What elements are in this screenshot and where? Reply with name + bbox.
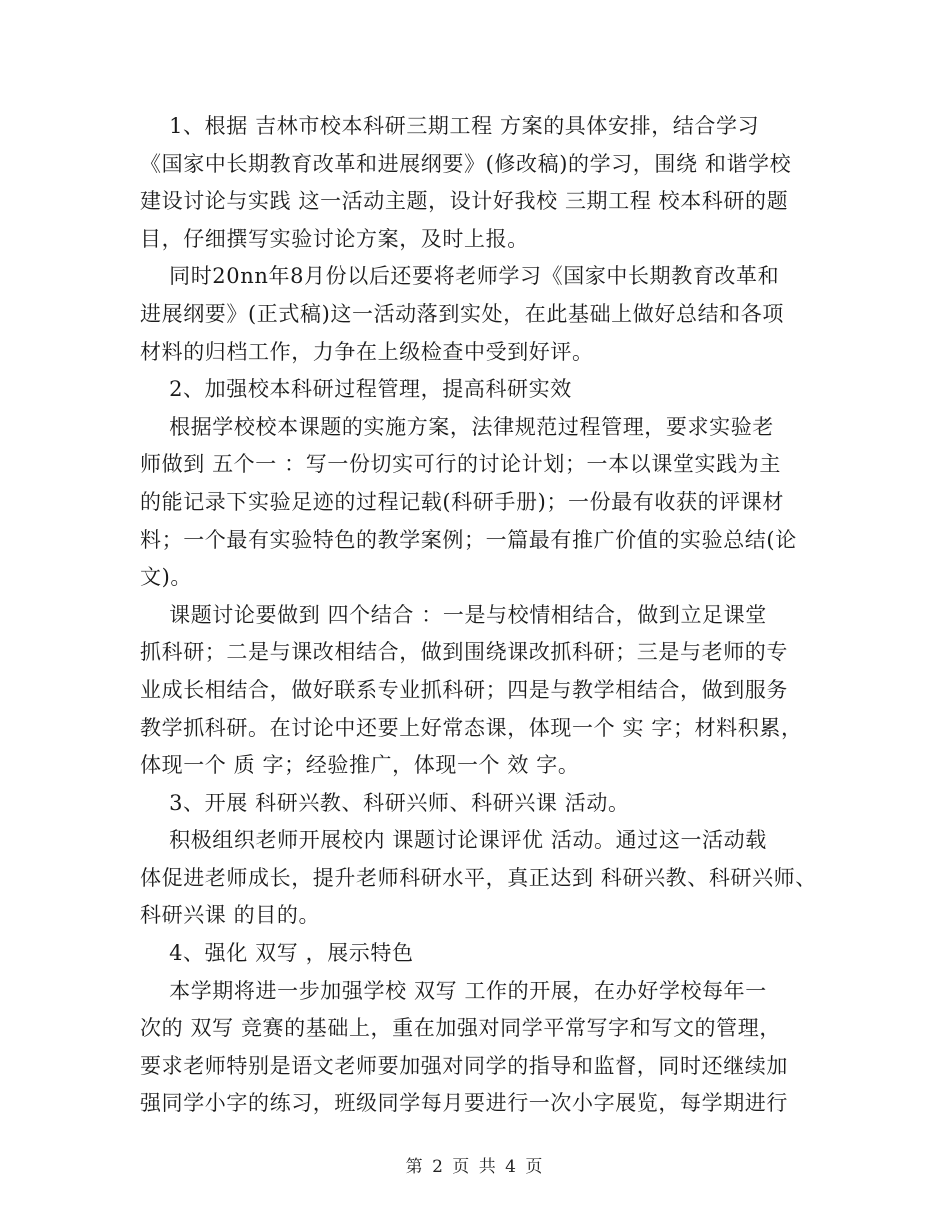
text-line: 文)。 xyxy=(140,565,192,590)
text-line: 科研兴课 的目的。 xyxy=(140,903,321,928)
text-line: 进展纲要》(正式稿)这一活动落到实处，在此基础上做好总结和各项 xyxy=(140,301,784,326)
document-body xyxy=(140,108,820,1123)
text-line: 师做到 五个一 ：写一份切实可行的讨论计划；一本以课堂实践为主 xyxy=(140,452,781,477)
text-line: 教学抓科研。在讨论中还要上好常态课，体现一个 实 字；材料积累， xyxy=(140,715,803,740)
section-heading: 2、加强校本科研过程管理，提高科研实效 xyxy=(140,377,572,402)
text-line: 《国家中长期教育改革和进展纲要》(修改稿)的学习，围绕 和谐学校 xyxy=(140,151,792,176)
text-line: 建设讨论与实践 这一活动主题，设计好我校 三期工程 校本科研的题 xyxy=(140,189,789,214)
text-line: 料；一个最有实验特色的教学案例；一篇最有推广价值的实验总结(论 xyxy=(140,527,797,552)
text-line: 次的 双写 竞赛的基础上，重在加强对同学平常写字和写文的管理， xyxy=(140,1016,781,1041)
text-line: 要求老师特别是语文老师要加强对同学的指导和监督，同时还继续加 xyxy=(140,1053,788,1078)
section-heading: 4、强化 双写 ，展示特色 xyxy=(140,941,414,966)
text-line: 强同学小字的练习，班级同学每月要进行一次小字展览，每学期进行 xyxy=(140,1091,788,1116)
text-line: 本学期将进一步加强学校 双写 工作的开展，在办好学校每年一 xyxy=(140,978,767,1003)
section-heading: 3、开展 科研兴教、科研兴师、科研兴课 活动。 xyxy=(140,790,630,815)
text-line: 课题讨论要做到 四个结合 ：一是与校情相结合，做到立足课堂 xyxy=(140,602,767,627)
text-line: 材料的归档工作，力争在上级检查中受到好评。 xyxy=(140,339,594,364)
text-line: 1、根据 吉林市校本科研三期工程 方案的具体安排，结合学习 xyxy=(140,114,760,138)
text-line: 抓科研；二是与课改相结合，做到围绕课改抓科研；三是与老师的专 xyxy=(140,640,788,665)
page-number-footer: 第 2 页 共 4 页 xyxy=(405,1157,545,1177)
text-line: 的能记录下实验足迹的过程记载(科研手册)；一份最有收获的评课材 xyxy=(140,489,784,514)
text-line: 业成长相结合，做好联系专业抓科研；四是与教学相结合，做到服务 xyxy=(140,677,788,702)
text-line: 根据学校校本课题的实施方案，法律规范过程管理，要求实验老 xyxy=(140,414,774,439)
text-line: 体促进老师成长，提升老师科研水平，真正达到 科研兴教、科研兴师、 xyxy=(140,865,817,890)
text-line: 目，仔细撰写实验讨论方案，及时上报。 xyxy=(140,226,529,251)
text-line: 同时20nn年8月份以后还要将老师学习《国家中长期教育改革和 xyxy=(140,264,780,289)
text-line: 体现一个 质 字；经验推广，体现一个 效 字。 xyxy=(140,753,580,778)
text-line: 积极组织老师开展校内 课题讨论课评优 活动。通过这一活动载 xyxy=(140,828,767,853)
